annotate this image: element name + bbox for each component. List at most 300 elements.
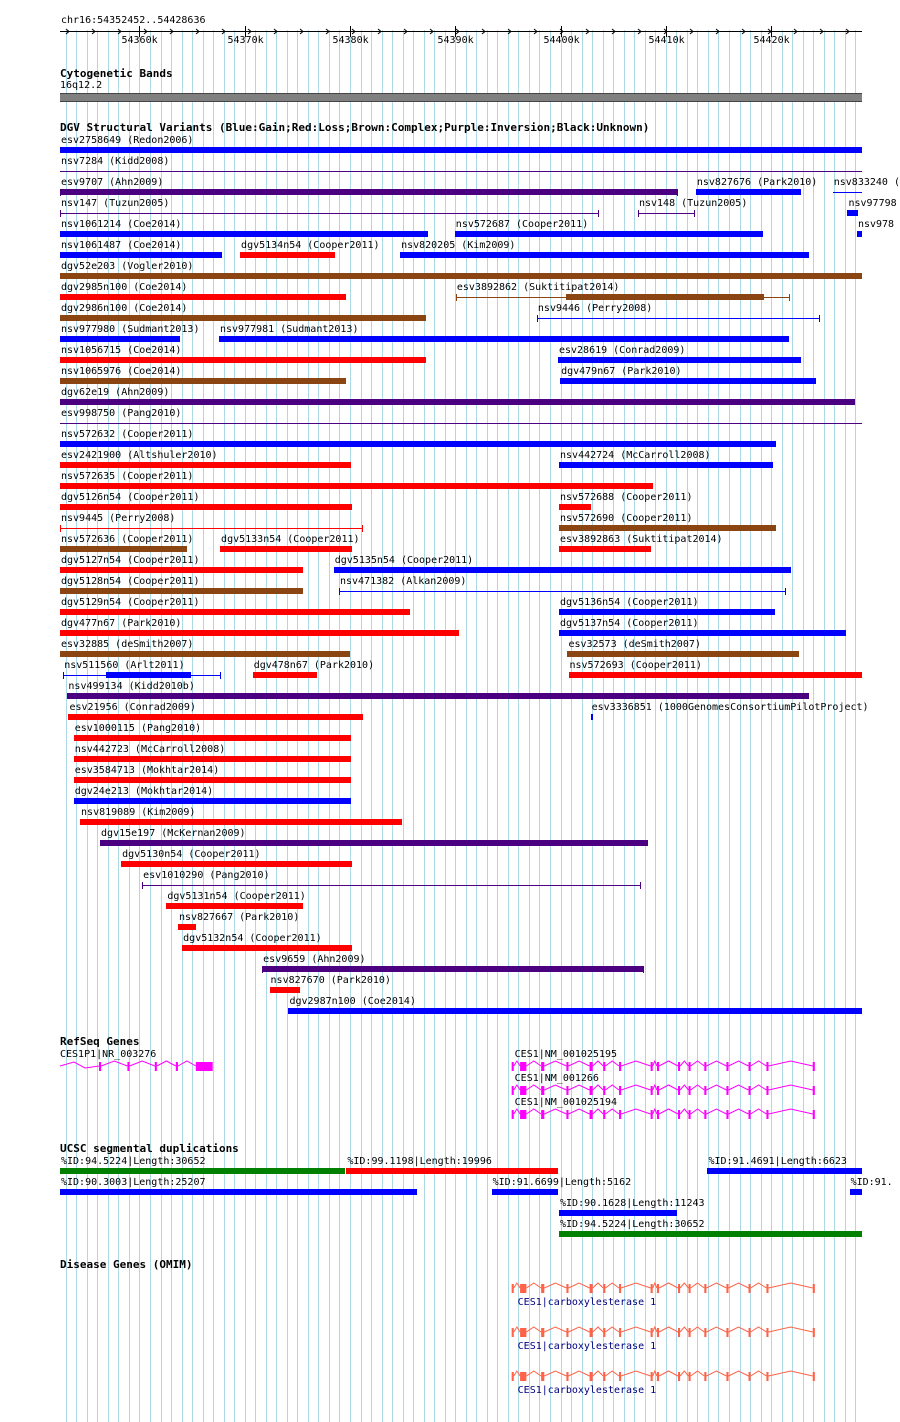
omim-gene-exon: [749, 1328, 751, 1337]
dgv-cap-right: [643, 966, 644, 973]
dgv-feature-label: dgv15e197 (McKernan2009): [101, 828, 246, 839]
dgv-feature-label: esv28619 (Conrad2009): [558, 345, 686, 356]
omim-gene-intron: [691, 1327, 705, 1332]
dgv-feature-label: dgv5133n54 (Cooper2011): [221, 534, 360, 545]
refseq-gene-exon: [749, 1110, 751, 1119]
omim-gene-exon: [520, 1372, 526, 1381]
omim-gene-intron: [691, 1371, 705, 1376]
omim-gene-exon: [603, 1372, 605, 1381]
omim-gene-intron: [659, 1371, 678, 1376]
dgv-feature-label: nsv499134 (Kidd2010b): [68, 681, 195, 692]
ruler-tick-label: 54370k: [227, 35, 264, 46]
dgv-cap-right: [677, 189, 678, 196]
dgv-feature-line: [60, 528, 363, 529]
refseq-gene-exon: [657, 1062, 659, 1071]
dgv-feature-bar: [696, 189, 801, 195]
refseq-gene-exon: [704, 1086, 706, 1095]
dgv-feature-bar: [121, 861, 352, 867]
omim-gene-exon: [541, 1328, 544, 1337]
omim-gene-intron: [653, 1371, 657, 1376]
dgv-feature-label: dgv2986n100 (Coe2014): [61, 303, 188, 314]
refseq-gene-intron: [569, 1061, 590, 1066]
refseq-gene-intron: [178, 1061, 196, 1066]
ruler-tick-label: 54420k: [753, 35, 790, 46]
refseq-gene-intron: [706, 1109, 726, 1114]
refseq-gene-intron: [653, 1085, 657, 1090]
ruler-tick-label: 54410k: [648, 35, 685, 46]
refseq-gene-exon: [678, 1062, 680, 1071]
dgv-feature-label: nsv572635 (Cooper2011): [61, 471, 194, 482]
omim-gene-intron: [621, 1327, 650, 1332]
refseq-gene-exon: [619, 1086, 621, 1095]
refseq-gene-intron: [680, 1109, 688, 1114]
omim-gene-intron: [653, 1327, 657, 1332]
dgv-cap-left: [60, 189, 61, 196]
refseq-gene-intron: [691, 1061, 705, 1066]
refseq-gene-exon: [196, 1062, 213, 1071]
refseq-gene-intron: [544, 1085, 566, 1090]
dgv-feature-line: [142, 885, 641, 886]
dgv-feature-bar: [60, 147, 862, 153]
refseq-gene-exon: [619, 1110, 621, 1119]
refseq-gene-intron: [526, 1085, 541, 1090]
refseq-gene-exon: [766, 1062, 768, 1071]
omim-gene-exon: [541, 1284, 544, 1293]
omim-gene-label: CES1|carboxylesterase 1: [517, 1341, 657, 1352]
dgv-feature-bar: [567, 651, 799, 657]
dgv-feature-label: nsv978: [857, 219, 895, 230]
refseq-gene-exon: [726, 1062, 728, 1071]
dgv-feature-label: nsv572688 (Cooper2011): [560, 492, 693, 503]
refseq-gene-exon: [512, 1086, 514, 1095]
dgv-feature-label: esv998750 (Pang2010): [61, 408, 182, 419]
dgv-feature-label: esv3584713 (Mokhtar2014): [74, 765, 220, 776]
omim-gene-intron: [691, 1283, 705, 1288]
dgv-feature-label: nsv147 (Tuzun2005): [61, 198, 170, 209]
dgv-cap-right: [785, 588, 786, 595]
refseq-gene-intron: [605, 1109, 619, 1114]
dgv-feature-label: esv3892863 (Suktitipat2014): [560, 534, 723, 545]
dgv-feature-line: [833, 192, 862, 193]
refseq-track-title: RefSeq Genes: [60, 1035, 140, 1048]
refseq-gene-intron: [653, 1109, 657, 1114]
dgv-feature-label: dgv2987n100 (Coe2014): [289, 996, 416, 1007]
dgv-cap-right: [694, 210, 695, 217]
refseq-gene-intron: [769, 1109, 813, 1114]
dgv-feature-label: dgv479n67 (Park2010): [561, 366, 682, 377]
omim-gene-intron: [706, 1283, 726, 1288]
omim-gene-exon: [726, 1328, 728, 1337]
omim-gene-intron: [593, 1371, 604, 1376]
refseq-gene-exon: [590, 1086, 593, 1095]
dgv-cap-right: [598, 210, 599, 217]
refseq-gene-exon: [99, 1062, 101, 1071]
dgv-feature-label: nsv827670 (Park2010): [270, 975, 391, 986]
refseq-gene-intron: [729, 1085, 749, 1090]
segdup-track-title: UCSC segmental duplications: [60, 1142, 239, 1155]
dgv-feature-bar: [288, 1008, 862, 1014]
omim-gene-exon: [603, 1284, 605, 1293]
segdup-label: %ID:90.3003|Length:25207: [61, 1177, 206, 1188]
omim-gene-intron: [544, 1371, 566, 1376]
omim-gene-exon: [651, 1328, 653, 1337]
omim-gene-exon: [689, 1284, 691, 1293]
omim-gene-exon: [619, 1284, 621, 1293]
dgv-feature-bar: [60, 378, 346, 384]
dgv-feature-label: nsv572632 (Cooper2011): [61, 429, 194, 440]
refseq-gene-intron: [680, 1061, 688, 1066]
dgv-feature-bar: [559, 630, 846, 636]
refseq-gene-intron: [706, 1061, 726, 1066]
omim-gene-exon: [749, 1284, 751, 1293]
ruler-axis: [0, 0, 890, 50]
dgv-feature-label: nsv572636 (Cooper2011): [61, 534, 194, 545]
dgv-feature-bar: [60, 231, 428, 237]
dgv-feature-label: esv2758649 (Redon2006): [61, 135, 194, 146]
dgv-feature-bar: [559, 546, 651, 552]
omim-gene-intron: [729, 1283, 749, 1288]
dgv-feature-bar: [262, 966, 644, 972]
omim-gene-exon: [619, 1372, 621, 1381]
dgv-feature-bar: [166, 903, 303, 909]
refseq-gene-intron: [605, 1085, 619, 1090]
omim-gene-intron: [544, 1327, 566, 1332]
dgv-feature-label: nsv1061487 (Coe2014): [61, 240, 182, 251]
refseq-gene-label: CES1|NM_001266: [514, 1073, 599, 1084]
dgv-feature-bar: [240, 252, 335, 258]
omim-gene-intron: [514, 1327, 520, 1332]
refseq-gene-intron: [514, 1085, 520, 1090]
refseq-gene-exon: [590, 1110, 593, 1119]
dgv-feature-bar: [60, 441, 776, 447]
omim-gene-exon: [813, 1372, 815, 1381]
position-readout: chr16:54352452..54428636: [61, 15, 206, 26]
dgv-feature-label: esv3336851 (1000GenomesConsortiumPilotProject): [591, 702, 869, 713]
refseq-gene-exon: [566, 1062, 568, 1071]
dgv-feature-bar: [60, 357, 426, 363]
refseq-gene-exon: [813, 1062, 815, 1071]
dgv-feature-bar: [559, 525, 776, 531]
omim-gene-exon: [512, 1284, 514, 1293]
refseq-gene-intron: [691, 1085, 705, 1090]
dgv-cap-left: [60, 525, 61, 532]
refseq-gene-intron: [659, 1109, 678, 1114]
dgv-feature-label: nsv511560 (Arlt2011): [64, 660, 185, 671]
refseq-gene-intron: [751, 1061, 767, 1066]
dgv-feature-bar: [253, 672, 317, 678]
segdup-label: %ID:94.5224|Length:30652: [61, 1156, 206, 1167]
refseq-gene-exon: [657, 1086, 659, 1095]
ruler-tick-label: 54360k: [121, 35, 158, 46]
refseq-gene-exon: [726, 1086, 728, 1095]
dgv-feature-label: dgv2985n100 (Coe2014): [61, 282, 188, 293]
dgv-feature-line: [60, 213, 599, 214]
cytobands-track-title: Cytogenetic Bands: [60, 67, 173, 80]
omim-gene-exon: [520, 1284, 526, 1293]
dgv-feature-bar: [60, 546, 187, 552]
omim-gene-exon: [619, 1328, 621, 1337]
omim-gene-exon: [704, 1284, 706, 1293]
refseq-gene-exon: [590, 1062, 593, 1071]
omim-gene-exon: [651, 1372, 653, 1381]
omim-gene-exon: [590, 1328, 593, 1337]
dgv-cap-right: [789, 294, 790, 301]
dgv-feature-bar: [400, 252, 808, 258]
dgv-feature-bar: [67, 693, 808, 699]
dgv-feature-line: [638, 213, 695, 214]
refseq-gene-exon: [726, 1110, 728, 1119]
omim-gene-exon: [704, 1372, 706, 1381]
dgv-feature-bar: [80, 819, 402, 825]
refseq-gene-intron: [729, 1061, 749, 1066]
dgv-feature-bar: [60, 630, 459, 636]
dgv-feature-bar: [560, 378, 816, 384]
dgv-feature-label: nsv572687 (Cooper2011): [455, 219, 589, 230]
refseq-gene-exon: [749, 1062, 751, 1071]
refseq-gene-intron: [706, 1085, 726, 1090]
omim-gene-exon: [813, 1328, 815, 1337]
refseq-gene-exon: [155, 1062, 157, 1071]
refseq-gene-intron: [769, 1061, 813, 1066]
dgv-feature-bar: [60, 567, 303, 573]
dgv-feature-bar: [60, 462, 351, 468]
dgv-feature-thick: [106, 672, 190, 678]
omim-gene-intron: [729, 1327, 749, 1332]
omim-gene-intron: [526, 1371, 541, 1376]
dgv-feature-label: nsv820205 (Kim2009): [401, 240, 516, 251]
dgv-feature-label: dgv5137n54 (Cooper2011): [560, 618, 699, 629]
segdup-bar: [492, 1189, 558, 1195]
segdup-label: %ID:99.1198|Length:19996: [347, 1156, 492, 1167]
dgv-cap-left: [60, 210, 61, 217]
refseq-gene-exon: [689, 1062, 691, 1071]
refseq-gene-exon: [651, 1086, 653, 1095]
dgv-cap-right: [819, 315, 820, 322]
dgv-feature-label: nsv442723 (McCarroll2008): [74, 744, 226, 755]
segdup-bar: [60, 1168, 345, 1174]
dgv-feature-label: dgv5127n54 (Cooper2011): [61, 555, 200, 566]
refseq-gene-intron: [60, 1062, 99, 1068]
refseq-gene-intron: [659, 1061, 678, 1066]
omim-gene-intron: [621, 1283, 650, 1288]
omim-gene-exon: [678, 1372, 680, 1381]
dgv-feature-bar: [60, 189, 678, 195]
refseq-gene-exon: [678, 1110, 680, 1119]
omim-gene-exon: [704, 1328, 706, 1337]
omim-gene-intron: [569, 1327, 590, 1332]
dgv-feature-label: dgv5126n54 (Cooper2011): [61, 492, 200, 503]
dgv-feature-label: dgv5131n54 (Cooper2011): [167, 891, 306, 902]
refseq-gene-intron: [729, 1109, 749, 1114]
dgv-feature-label: nsv1061214 (Coe2014): [61, 219, 182, 230]
refseq-gene-exon: [520, 1086, 526, 1095]
refseq-gene-intron: [593, 1109, 604, 1114]
omim-gene-exon: [749, 1372, 751, 1381]
omim-gene-exon: [766, 1284, 768, 1293]
omim-gene-exon: [566, 1328, 568, 1337]
omim-gene-intron: [769, 1371, 813, 1376]
dgv-feature-label: esv3892862 (Suktitipat2014): [456, 282, 620, 293]
dgv-feature-bar: [559, 504, 591, 510]
refseq-gene-intron: [751, 1109, 767, 1114]
dgv-cap-left: [142, 882, 143, 889]
dgv-feature-bar: [74, 798, 351, 804]
refseq-gene-intron: [621, 1109, 650, 1114]
refseq-gene-intron: [514, 1109, 520, 1114]
omim-gene-intron: [514, 1371, 520, 1376]
dgv-feature-label: nsv9446 (Perry2008): [537, 303, 653, 314]
dgv-feature-bar: [182, 945, 351, 951]
omim-gene-exon: [657, 1284, 659, 1293]
dgv-track-title: DGV Structural Variants (Blue:Gain;Red:Loss;Brown:Complex;Purple:Inversion;Black:Unknown): [60, 121, 650, 134]
dgv-feature-bar: [270, 987, 301, 993]
dgv-feature-bar: [74, 735, 351, 741]
dgv-feature-label: nsv7284 (Kidd2008): [61, 156, 170, 167]
dgv-feature-bar: [569, 672, 862, 678]
omim-gene-intron: [659, 1283, 678, 1288]
refseq-gene-intron: [514, 1061, 520, 1066]
omim-gene-exon: [766, 1328, 768, 1337]
dgv-feature-label: esv32885 (deSmith2007): [61, 639, 194, 650]
dgv-feature-bar: [60, 609, 410, 615]
refseq-gene-exon: [541, 1086, 544, 1095]
refseq-gene-intron: [769, 1085, 813, 1090]
omim-gene-intron: [514, 1283, 520, 1288]
segdup-label: %ID:91.: [850, 1177, 893, 1188]
dgv-feature-bar: [559, 609, 775, 615]
omim-gene-intron: [526, 1327, 541, 1332]
omim-gene-intron: [593, 1327, 604, 1332]
refseq-gene-exon: [766, 1110, 768, 1119]
dgv-feature-bar: [74, 756, 351, 762]
refseq-gene-exon: [689, 1110, 691, 1119]
dgv-feature-label: nsv1065976 (Coe2014): [61, 366, 182, 377]
omim-gene-exon: [590, 1372, 593, 1381]
dgv-feature-label: esv32573 (deSmith2007): [568, 639, 701, 650]
dgv-feature-bar: [219, 336, 789, 342]
refseq-gene-intron: [526, 1109, 541, 1114]
dgv-feature-label: dgv5134n54 (Cooper2011): [241, 240, 380, 251]
refseq-gene-intron: [751, 1085, 767, 1090]
dgv-feature-label: nsv442724 (McCarroll2008): [560, 450, 711, 461]
refseq-gene-intron: [653, 1061, 657, 1066]
omim-gene-exon: [689, 1372, 691, 1381]
dgv-feature-bar: [60, 588, 303, 594]
dgv-cap-left: [63, 672, 64, 679]
dgv-feature-bar: [455, 231, 763, 237]
omim-gene-exon: [566, 1284, 568, 1293]
dgv-feature-line: [60, 423, 862, 424]
cytoband-label: 16q12.2: [60, 80, 103, 91]
dgv-feature-bar: [68, 714, 363, 720]
refseq-gene-exon: [749, 1086, 751, 1095]
dgv-feature-label: dgv5128n54 (Cooper2011): [61, 576, 200, 587]
dgv-feature-line: [60, 171, 862, 172]
omim-gene-intron: [544, 1283, 566, 1288]
dgv-feature-label: dgv5132n54 (Cooper2011): [183, 933, 322, 944]
omim-gene-intron: [593, 1283, 604, 1288]
refseq-gene-intron: [605, 1061, 619, 1066]
omim-gene-exon: [512, 1328, 514, 1337]
refseq-gene-intron: [621, 1085, 650, 1090]
dgv-feature-label: esv1010290 (Pang2010): [143, 870, 270, 881]
dgv-feature-label: esv9659 (Ahn2009): [263, 954, 366, 965]
dgv-feature-thick: [566, 294, 764, 300]
omim-gene-exon: [678, 1284, 680, 1293]
dgv-feature-bar: [100, 840, 648, 846]
cytoband-bar: [60, 93, 862, 102]
refseq-gene-label: CES1|NM_001025195: [514, 1049, 618, 1060]
dgv-feature-label: esv21956 (Conrad2009): [69, 702, 196, 713]
dgv-feature-bar: [60, 504, 352, 510]
refseq-gene-label: CES1|NM_001025194: [514, 1097, 618, 1108]
omim-gene-intron: [659, 1327, 678, 1332]
omim-gene-intron: [621, 1371, 650, 1376]
refseq-gene-exon: [566, 1110, 568, 1119]
dgv-feature-bar: [334, 567, 791, 573]
omim-gene-intron: [569, 1371, 590, 1376]
dgv-cap-left: [339, 588, 340, 595]
dgv-feature-bar: [60, 399, 855, 405]
omim-gene-intron: [751, 1327, 767, 1332]
dgv-feature-label: dgv477n67 (Park2010): [61, 618, 182, 629]
dgv-feature-bar: [857, 231, 862, 237]
omim-gene-intron: [526, 1283, 541, 1288]
refseq-gene-exon: [176, 1062, 178, 1071]
omim-gene-exon: [726, 1372, 728, 1381]
omim-gene-intron: [653, 1283, 657, 1288]
dgv-feature-bar: [74, 777, 351, 783]
dgv-feature-label: dgv52e203 (Vogler2010): [61, 261, 194, 272]
dgv-cap-right: [640, 882, 641, 889]
omim-gene-intron: [769, 1327, 813, 1332]
dgv-feature-label: nsv471382 (Alkan2009): [340, 576, 467, 587]
dgv-feature-label: esv2421900 (Altshuler2010): [61, 450, 218, 461]
dgv-feature-label: dgv5130n54 (Cooper2011): [122, 849, 261, 860]
omim-gene-intron: [569, 1283, 590, 1288]
omim-gene-exon: [603, 1328, 605, 1337]
dgv-feature-label: nsv819089 (Kim2009): [81, 807, 196, 818]
omim-gene-exon: [678, 1328, 680, 1337]
omim-gene-exon: [651, 1284, 653, 1293]
dgv-feature-label: nsv1056715 (Coe2014): [61, 345, 182, 356]
refseq-gene-intron: [621, 1061, 650, 1066]
refseq-gene-exon: [541, 1110, 544, 1119]
refseq-gene-intron: [101, 1061, 127, 1066]
dgv-cap-left: [262, 966, 263, 973]
dgv-feature-label: dgv24e213 (Mokhtar2014): [74, 786, 214, 797]
dgv-feature-bar: [60, 294, 346, 300]
dgv-feature-label: nsv977981 (Sudmant2013): [220, 324, 359, 335]
dgv-feature-label: nsv833240 (: [833, 177, 900, 188]
refseq-gene-exon: [520, 1110, 526, 1119]
dgv-feature-label: dgv62e19 (Ahn2009): [61, 387, 170, 398]
refseq-gene-intron: [569, 1109, 590, 1114]
refseq-gene-exon: [619, 1062, 621, 1071]
segdup-label: %ID:91.6699|Length:5162: [492, 1177, 632, 1188]
dgv-feature-label: dgv5135n54 (Cooper2011): [334, 555, 474, 566]
omim-gene-exon: [813, 1284, 815, 1293]
refseq-gene-exon: [520, 1062, 526, 1071]
refseq-gene-exon: [651, 1062, 653, 1071]
dgv-feature-label: nsv977980 (Sudmant2013): [61, 324, 200, 335]
omim-gene-intron: [680, 1327, 688, 1332]
omim-track-title: Disease Genes (OMIM): [60, 1258, 193, 1271]
omim-gene-label: CES1|carboxylesterase 1: [517, 1385, 657, 1396]
dgv-cap-left: [456, 294, 457, 301]
omim-gene-intron: [605, 1283, 619, 1288]
dgv-feature-bar: [847, 210, 858, 216]
